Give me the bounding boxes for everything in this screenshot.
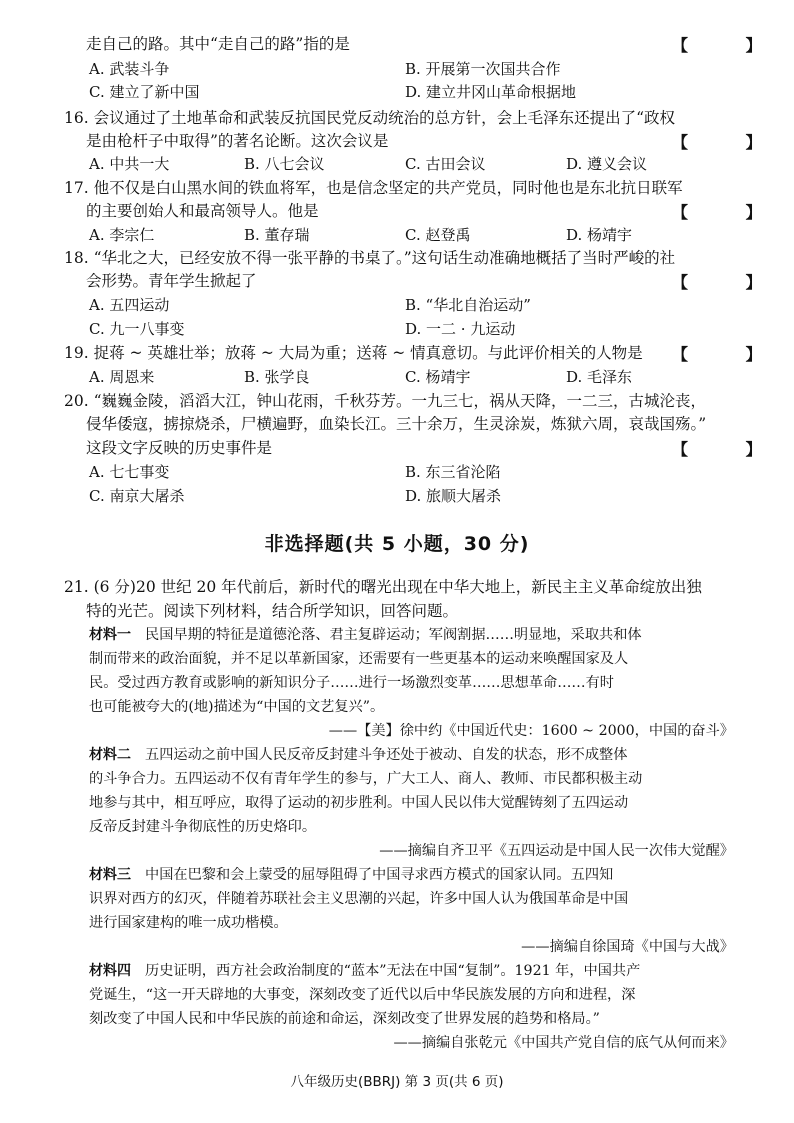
q18-answer-bracket: 【 】	[672, 273, 788, 292]
q16-option-d: D. 遵义会议	[566, 155, 648, 173]
q21-stem-line1: 21. (6 分)20 世纪 20 年代前后，新时代的曙光出现在中华大地上，新民主主义革命绽放出独	[64, 578, 702, 596]
q18-option-b: B. “华北自治运动”	[405, 296, 531, 314]
material-4-line3: 刻改变了中国人民和中华民族的前途和命运，深刻改变了世界发展的趋势和格局。”	[89, 1011, 600, 1027]
q19-option-c: C. 杨靖宇	[405, 368, 471, 386]
q17-option-d: D. 杨靖宇	[566, 226, 633, 244]
material-1-line3: 民。受过西方教育或影响的新知识分子……进行一场激烈变革……思想革命……有时	[89, 675, 614, 691]
q15-option-c: C. 建立了新中国	[89, 83, 200, 101]
material-2-source: ——摘编自齐卫平《五四运动是中国人民一次伟大觉醒》	[379, 843, 734, 859]
q16-option-b: B. 八七会议	[244, 155, 325, 173]
q16-answer-bracket: 【 】	[672, 133, 788, 152]
q19-stem: 19. 捉蒋 ~ 英雄壮举；放蒋 ~ 大局为重；送蒋 ~ 情真意切。与此评价相关的人物是	[64, 344, 643, 362]
material-2-line4: 反帝反封建斗争彻底性的历史烙印。	[89, 819, 317, 835]
material-2-text: 五四运动之前中国人民反帝反封建斗争还处于被动、自发的状态，形不成整体	[145, 747, 628, 763]
q15-answer-bracket: 【 】	[672, 36, 788, 55]
material-4-label: 材料四	[89, 963, 131, 979]
q18-stem-line1: 18. “华北之大，已经安放不得一张平静的书桌了。”这句话生动准确地概括了当时严峻的社	[64, 249, 676, 267]
q20-stem-line3: 这段文字反映的历史事件是	[86, 439, 273, 457]
material-2-label: 材料二	[89, 747, 131, 763]
material-3-line1	[89, 864, 613, 886]
q16-stem-line1: 16. 会议通过了土地革命和武装反抗国民党反动统治的总方针，会上毛泽东还提出了“政权	[64, 109, 676, 127]
q21-stem-line2: 特的光芒。阅读下列材料，结合所学知识，回答问题。	[86, 602, 459, 620]
q20-option-a: A. 七七事变	[89, 463, 170, 481]
q18-option-a: A. 五四运动	[89, 296, 170, 314]
q17-answer-bracket: 【 】	[672, 203, 788, 222]
material-3-label: 材料三	[89, 867, 131, 883]
q18-option-d: D. 一二 · 九运动	[405, 320, 516, 338]
material-1-line1	[89, 624, 642, 646]
q15-option-b: B. 开展第一次国共合作	[405, 60, 561, 78]
q17-option-a: A. 李宗仁	[89, 226, 155, 244]
q19-option-b: B. 张学良	[244, 368, 310, 386]
material-1-source: ——【美】徐中约《中国近代史：1600 ~ 2000，中国的奋斗》	[328, 723, 734, 739]
material-4-line2: 党诞生，“这一开天辟地的大事变，深刻改变了近代以后中华民族发展的方向和进程，深	[89, 987, 636, 1003]
q20-answer-bracket: 【 】	[672, 440, 788, 459]
q19-answer-bracket: 【 】	[672, 345, 788, 364]
q15-option-a: A. 武装斗争	[89, 60, 170, 78]
q16-option-c: C. 古田会议	[405, 155, 486, 173]
q18-option-c: C. 九一八事变	[89, 320, 185, 338]
q17-option-c: C. 赵登禹	[405, 226, 471, 244]
q19-option-a: A. 周恩来	[89, 368, 155, 386]
q20-stem-line1: 20. “巍巍金陵，滔滔大江，钟山花雨，千秋芬芳。一九三七，祸从天降，一二三，古城沦丧，	[64, 392, 707, 410]
material-3-text: 中国在巴黎和会上蒙受的屈辱阻碍了中国寻求西方模式的国家认同。五四知	[145, 867, 614, 883]
material-2-line2: 的斗争合力。五四运动不仅有青年学生的参与，广大工人、商人、教师、市民都积极主动	[89, 771, 643, 787]
material-3-source: ——摘编自徐国琦《中国与大战》	[521, 939, 734, 955]
material-2-line3: 地参与其中，相互呼应，取得了运动的初步胜利。中国人民以伟大觉醒铸刻了五四运动	[89, 795, 629, 811]
section-title: 非选择题(共 5 小题，30 分)	[264, 533, 530, 555]
material-1-line4: 也可能被夸大的(地)描述为“中国的文艺复兴”。	[89, 699, 385, 715]
material-1-text: 民国早期的特征是道德沦落、君主复辟运动；军阀割据……明显地，采取共和体	[145, 627, 642, 643]
q18-stem-line2: 会形势。青年学生掀起了	[86, 272, 257, 290]
q20-option-c: C. 南京大屠杀	[89, 487, 185, 505]
q15-stem: 走自己的路。其中“走自己的路”指的是	[86, 35, 350, 53]
material-1-line2: 制而带来的政治面貌，并不足以革新国家，还需要有一些更基本的运动来唤醒国家及人	[89, 651, 629, 667]
material-4-text: 历史证明，西方社会政治制度的“蓝本”无法在中国“复制”。1921 年，中国共产	[145, 963, 641, 979]
q20-option-b: B. 东三省沦陷	[405, 463, 501, 481]
material-3-line2: 识界对西方的幻灭，伴随着苏联社会主义思潮的兴起，许多中国人认为俄国革命是中国	[89, 891, 629, 907]
q20-stem-line2: 侵华倭寇，掳掠烧杀，尸横遍野，血染长江。三十余万，生灵涂炭，炼狱六周，哀哉国殇。”	[86, 415, 707, 433]
material-4-line1	[89, 960, 640, 982]
q17-stem-line2: 的主要创始人和最高领导人。他是	[86, 202, 319, 220]
q17-option-b: B. 董存瑞	[244, 226, 310, 244]
q15-option-d: D. 建立井冈山革命根据地	[405, 83, 577, 101]
page-footer: 八年级历史(BBRJ) 第 3 页(共 6 页)	[290, 1074, 504, 1090]
material-3-line3: 进行国家建构的唯一成功楷模。	[89, 915, 288, 931]
material-4-source: ——摘编自张乾元《中国共产党自信的底气从何而来》	[393, 1035, 734, 1051]
material-1-label: 材料一	[89, 627, 131, 643]
q16-stem-line2: 是由枪杆子中取得”的著名论断。这次会议是	[86, 132, 389, 150]
material-2-line1	[89, 744, 627, 766]
q19-option-d: D. 毛泽东	[566, 368, 633, 386]
q17-stem-line1: 17. 他不仅是白山黑水间的铁血将军，也是信念坚定的共产党员，同时他也是东北抗日联军	[64, 179, 683, 197]
q20-option-d: D. 旅顺大屠杀	[405, 487, 502, 505]
q16-option-a: A. 中共一大	[89, 155, 170, 173]
